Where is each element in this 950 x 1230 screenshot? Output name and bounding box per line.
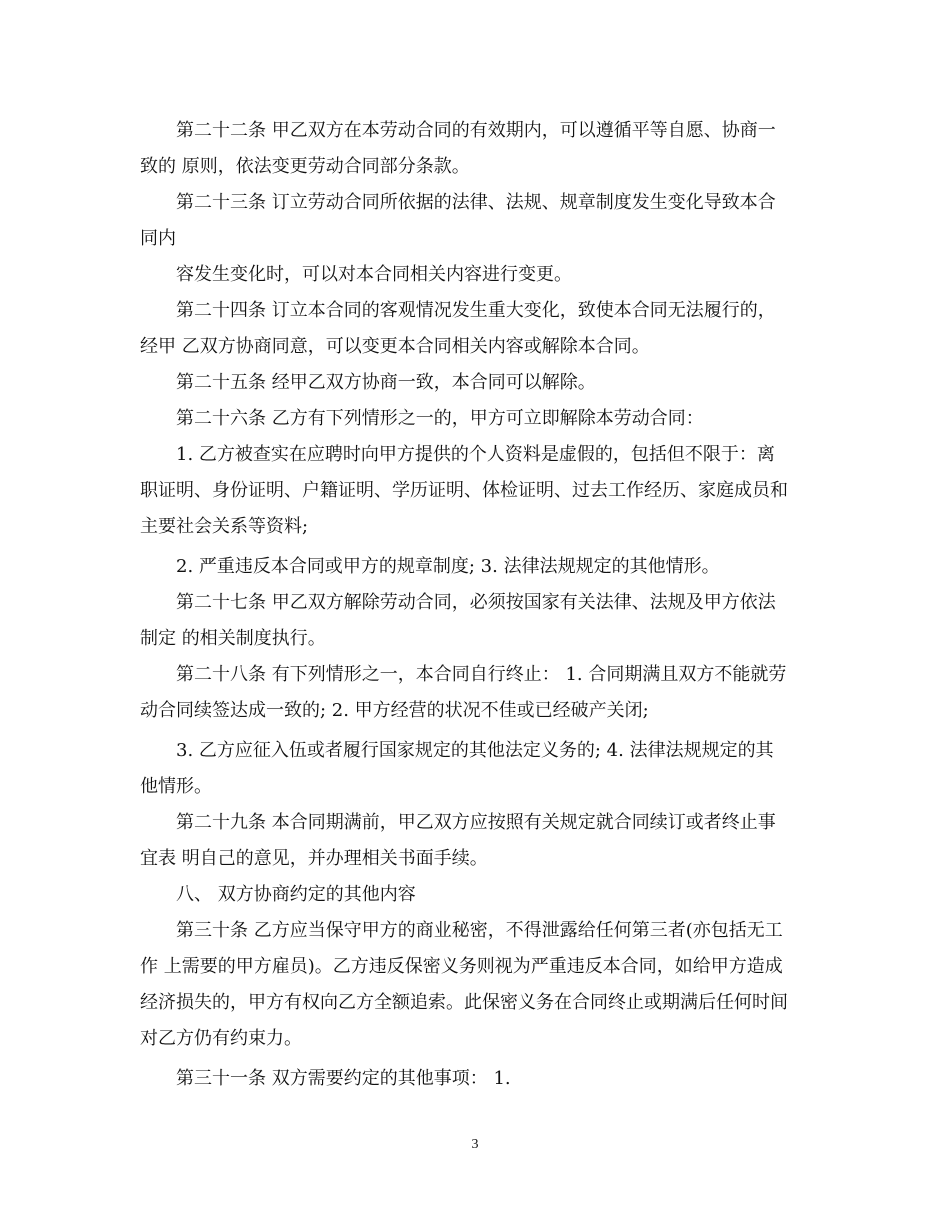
text-line: 第二十七条 甲乙双方解除劳动合同，必须按国家有关法律、法规及甲方依法 — [176, 592, 776, 613]
text-line: 制定 的相关制度执行。 — [140, 628, 326, 649]
text-line: 他情形。 — [140, 776, 212, 797]
text-line: 容发生变化时，可以对本合同相关内容进行变更。 — [176, 264, 572, 285]
text-line: 主要社会关系等资料; — [140, 516, 309, 537]
text-line: 作 上需要的甲方雇员)。乙方违反保密义务则视为严重违反本合同，如给甲方造成 — [140, 956, 783, 977]
page-number: 3 — [471, 1137, 479, 1152]
text-line: 第二十三条 订立劳动合同所依据的法律、法规、规章制度发生变化导致本合 — [176, 192, 776, 213]
text-line: 经济损失的，甲方有权向乙方全额追索。此保密义务在合同终止或期满后任何时间 — [140, 992, 788, 1013]
section-heading: 八、 双方协商约定的其他内容 — [176, 884, 416, 905]
text-line: 第二十四条 订立本合同的客观情况发生重大变化，致使本合同无法履行的， — [176, 300, 776, 321]
text-line: 对乙方仍有约束力。 — [140, 1028, 302, 1049]
text-line: 动合同续签达成一致的; 2. 甲方经营的状况不佳或已经破产关闭; — [140, 700, 649, 721]
text-line: 第二十二条 甲乙双方在本劳动合同的有效期内，可以遵循平等自愿、协商一 — [176, 120, 776, 141]
text-line: 同内 — [140, 228, 176, 249]
text-line: 第二十九条 本合同期满前，甲乙双方应按照有关规定就合同续订或者终止事 — [176, 812, 776, 833]
text-line: 3. 乙方应征入伍或者履行国家规定的其他法定义务的; 4. 法律法规规定的其 — [176, 740, 774, 761]
text-line: 第二十八条 有下列情形之一，本合同自行终止： 1. 合同期满且双方不能就劳 — [176, 664, 787, 685]
text-line: 1. 乙方被查实在应聘时向甲方提供的个人资料是虚假的，包括但不限于：离 — [176, 444, 775, 465]
text-line: 2. 严重违反本合同或甲方的规章制度; 3. 法律法规规定的其他情形。 — [176, 556, 720, 577]
text-line: 经甲 乙双方协商同意，可以变更本合同相关内容或解除本合同。 — [140, 336, 650, 357]
text-line: 第二十六条 乙方有下列情形之一的，甲方可立即解除本劳动合同： — [176, 408, 704, 429]
text-line: 第三十一条 双方需要约定的其他事项： 1. — [176, 1068, 511, 1089]
text-line: 宜表 明自己的意见，并办理相关书面手续。 — [140, 848, 488, 869]
text-line: 第三十条 乙方应当保守甲方的商业秘密，不得泄露给任何第三者(亦包括无工 — [176, 920, 783, 941]
text-line: 第二十五条 经甲乙双方协商一致，本合同可以解除。 — [176, 372, 596, 393]
text-line: 职证明、身份证明、户籍证明、学历证明、体检证明、过去工作经历、家庭成员和 — [140, 480, 788, 501]
text-line: 致的 原则，依法变更劳动合同部分条款。 — [140, 156, 470, 177]
